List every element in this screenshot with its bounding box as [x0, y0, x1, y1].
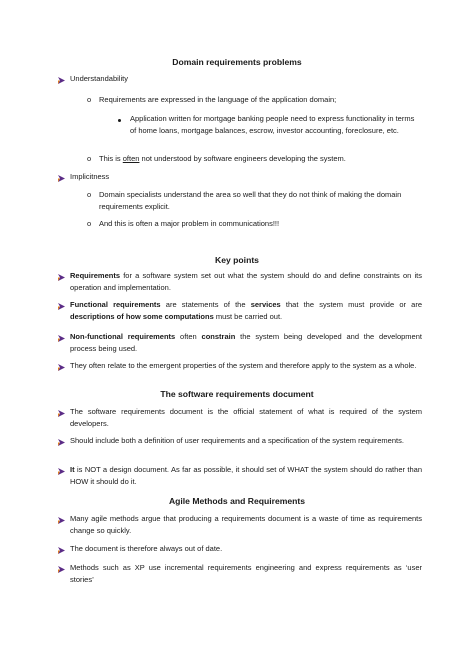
subbullet-often-not-understood: This is often not understood by software engineers developing the system.: [99, 154, 346, 163]
subbullet-communication-problem: And this is often a major problem in communications!!!: [99, 219, 280, 228]
agile-xp-user-stories: Methods such as XP use incremental requirements engineering and express requirements as ‘user stories’: [70, 563, 422, 585]
arrow-bullet-icon: [58, 335, 65, 342]
agile-out-of-date: The document is therefore always out of date.: [70, 544, 223, 553]
heading-agile-methods: Agile Methods and Requirements: [168, 496, 306, 506]
arrow-bullet-icon: [58, 468, 65, 475]
keypoint-emergent: They often relate to the emergent properties of the system and therefore apply to the system as a whole.: [70, 361, 417, 370]
arrow-bullet-icon: [58, 274, 65, 281]
bullet-implicitness: Implicitness: [70, 172, 110, 181]
circle-bullet-icon: o: [87, 95, 92, 104]
keypoint-requirements: Requirements for a software system set out what the system should do and define constraints on its operation and implementation.: [70, 271, 422, 293]
arrow-bullet-icon: [58, 410, 65, 417]
arrow-bullet-icon: [58, 439, 65, 446]
arrow-bullet-icon: [58, 547, 65, 554]
arrow-bullet-icon: [58, 175, 65, 182]
detail-mortgage-example: Application written for mortgage banking people need to express functionality in terms of home loans, mortgage balances, escrow, investor accounting, foreclosure, etc.: [130, 114, 415, 136]
heading-software-requirements-document: The software requirements document: [160, 389, 314, 399]
srd-official-statement: The software requirements document is the official statement of what is required of the system developers.: [70, 407, 422, 429]
heading-domain-requirements: Domain requirements problems: [172, 57, 302, 67]
circle-bullet-icon: o: [87, 190, 92, 199]
agile-waste-of-time: Many agile methods argue that producing a requirements document is a waste of time as requirements change so quickly.: [70, 514, 422, 536]
arrow-bullet-icon: [58, 77, 65, 84]
bullet-understandability: Understandability: [70, 74, 128, 83]
arrow-bullet-icon: [58, 517, 65, 524]
arrow-bullet-icon: [58, 566, 65, 573]
keypoint-non-functional: Non-functional requirements often constrain the system being developed and the development process being used.: [70, 332, 422, 354]
subbullet-domain-specialists: Domain specialists understand the area so well that they do not think of making the domain requirements explicit.: [99, 190, 402, 212]
keypoint-functional: Functional requirements are statements of the services that the system must provide or are descriptions of how some computations must be carried out.: [70, 300, 423, 322]
arrow-bullet-icon: [58, 303, 65, 310]
srd-include-definition: Should include both a definition of user requirements and a specification of the system requirements.: [70, 436, 404, 445]
heading-key-points: Key points: [215, 255, 259, 265]
arrow-bullet-icon: [58, 364, 65, 371]
circle-bullet-icon: o: [87, 154, 92, 163]
dot-bullet-icon: [118, 119, 121, 122]
subbullet-language: Requirements are expressed in the language of the application domain;: [99, 95, 337, 104]
circle-bullet-icon: o: [87, 219, 92, 228]
srd-not-design-document: It is NOT a design document. As far as possible, it should set of WHAT the system should do rather than HOW it should do it.: [70, 465, 422, 487]
